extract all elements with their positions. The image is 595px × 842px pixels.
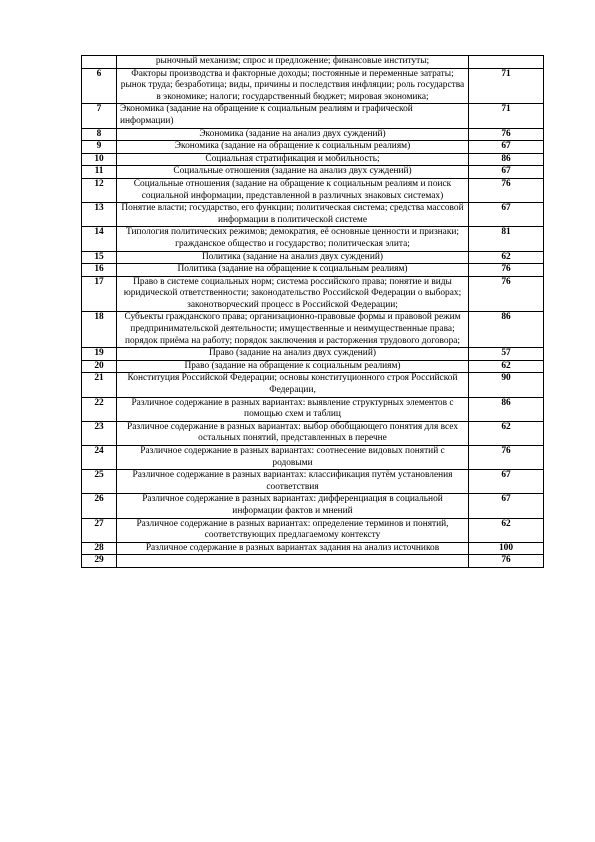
score-cell: 67: [469, 166, 544, 179]
score-cell: 81: [469, 227, 544, 251]
task-number-cell: 7: [82, 104, 117, 128]
table-body: [82, 56, 544, 568]
task-description-cell: Различное содержание в разных вариантах: выявление структурных элементов с помощью схем и таблиц: [117, 397, 469, 421]
table-row: [82, 166, 544, 179]
score-cell: 100: [469, 542, 544, 555]
score-cell: 67: [469, 494, 544, 518]
table-row: [82, 56, 544, 69]
task-description-cell: Политика (задание на обращение к социальным реалиям): [117, 264, 469, 277]
task-description-cell: Экономика (задание на обращение к социальным реалиям): [117, 141, 469, 154]
score-cell: 76: [469, 276, 544, 312]
table-row: [82, 264, 544, 277]
task-description-cell: Факторы производства и факторные доходы; постоянные и переменные затраты; рынок труда; безработица; виды, причины и последствия инфляции; роль государства в экономике; налоги; государственный бюджет; мировая экономика;: [117, 68, 469, 104]
task-number-cell: 21: [82, 373, 117, 397]
task-number-cell: 19: [82, 348, 117, 361]
task-number-cell: 16: [82, 264, 117, 277]
task-number-cell: 29: [82, 555, 117, 568]
task-description-cell: Экономика (задание на обращение к социальным реалиям и графической информации): [117, 104, 469, 128]
task-number-cell: 26: [82, 494, 117, 518]
table-row: [82, 542, 544, 555]
task-number-cell: [82, 56, 117, 69]
task-description-cell: Различное содержание в разных вариантах: определение терминов и понятий, соответствующих предлагаемому контексту: [117, 518, 469, 542]
task-description-cell: Понятие власти; государство, его функции; политическая система; средства массовой информации в политической системе: [117, 203, 469, 227]
task-description-cell: Социальные отношения (задание на обращение к социальным реалиям и поиск социальной информации, представленной в различных знаковых системах): [117, 178, 469, 202]
score-cell: 71: [469, 68, 544, 104]
task-description-cell: Различное содержание в разных вариантах: классификация путём установления соответствия: [117, 470, 469, 494]
task-description-cell: Конституция Российской Федерации; основы конституционного строя Российской Федерации,: [117, 373, 469, 397]
task-number-cell: 17: [82, 276, 117, 312]
score-cell: 67: [469, 203, 544, 227]
task-number-cell: 14: [82, 227, 117, 251]
task-description-cell: Различное содержание в разных вариантах: дифференциация в социальной информации фактов и мнений: [117, 494, 469, 518]
table-row: [82, 203, 544, 227]
score-cell: 57: [469, 348, 544, 361]
table-row: [82, 153, 544, 166]
table-row: [82, 397, 544, 421]
score-cell: 86: [469, 397, 544, 421]
table-row: [82, 421, 544, 445]
task-description-cell: Экономика (задание на анализ двух суждений): [117, 128, 469, 141]
task-description-cell: Типология политических режимов; демократия, её основные ценности и признаки; гражданское общество и государство; политическая элита;: [117, 227, 469, 251]
score-cell: 62: [469, 360, 544, 373]
score-cell: 86: [469, 312, 544, 348]
score-cell: 76: [469, 555, 544, 568]
table-row: [82, 555, 544, 568]
task-description-cell: Различное содержание в разных вариантах: выбор обобщающего понятия для всех остальных понятий, представленных в перечне: [117, 421, 469, 445]
task-description-cell: Различное содержание в разных вариантах: соотнесение видовых понятий с родовыми: [117, 446, 469, 470]
score-cell: 76: [469, 446, 544, 470]
table-row: [82, 494, 544, 518]
task-description-cell: Социальные отношения (задание на анализ двух суждений): [117, 166, 469, 179]
task-number-cell: 8: [82, 128, 117, 141]
table-row: [82, 470, 544, 494]
table-row: [82, 68, 544, 104]
score-cell: 67: [469, 470, 544, 494]
task-number-cell: 25: [82, 470, 117, 494]
task-number-cell: 12: [82, 178, 117, 202]
table-row: [82, 128, 544, 141]
score-cell: 86: [469, 153, 544, 166]
table-row: [82, 141, 544, 154]
task-number-cell: 20: [82, 360, 117, 373]
table-row: [82, 518, 544, 542]
task-number-cell: 28: [82, 542, 117, 555]
task-number-cell: 11: [82, 166, 117, 179]
results-table: [81, 55, 544, 568]
task-description-cell: Право (задание на анализ двух суждений): [117, 348, 469, 361]
task-description-cell: Субъекты гражданского права; организационно-правовые формы и правовой режим предпринимательской деятельности; имущественные и неимущественные права; порядок приёма на работу; порядок заключения и расторжения трудового договора;: [117, 312, 469, 348]
table-row: [82, 178, 544, 202]
table-row: [82, 251, 544, 264]
task-description-cell: [117, 555, 469, 568]
task-description-cell: Социальная стратификация и мобильность;: [117, 153, 469, 166]
score-cell: 67: [469, 141, 544, 154]
table-row: [82, 227, 544, 251]
task-number-cell: 9: [82, 141, 117, 154]
score-cell: 76: [469, 178, 544, 202]
table-row: [82, 312, 544, 348]
score-cell: 90: [469, 373, 544, 397]
score-cell: 76: [469, 128, 544, 141]
table-row: [82, 360, 544, 373]
score-cell: 62: [469, 518, 544, 542]
task-number-cell: 10: [82, 153, 117, 166]
score-cell: 71: [469, 104, 544, 128]
task-description-cell: Политика (задание на анализ двух суждений): [117, 251, 469, 264]
score-cell: 62: [469, 421, 544, 445]
table-row: [82, 104, 544, 128]
task-description-cell: Различное содержание в разных вариантах задания на анализ источников: [117, 542, 469, 555]
table-row: [82, 446, 544, 470]
table-row: [82, 348, 544, 361]
task-description-cell: Право (задание на обращение к социальным реалиям): [117, 360, 469, 373]
task-number-cell: 6: [82, 68, 117, 104]
task-number-cell: 13: [82, 203, 117, 227]
task-description-cell: рыночный механизм; спрос и предложение; финансовые институты;: [117, 56, 469, 69]
task-number-cell: 27: [82, 518, 117, 542]
task-description-cell: Право в системе социальных норм; система российского права; понятие и виды юридической ответственности; законодательство Российской Федерации о выборах; законотворческий процесс в Российской Федерации;: [117, 276, 469, 312]
table-row: [82, 373, 544, 397]
score-cell: [469, 56, 544, 69]
table-row: [82, 276, 544, 312]
task-number-cell: 23: [82, 421, 117, 445]
task-number-cell: 24: [82, 446, 117, 470]
task-number-cell: 22: [82, 397, 117, 421]
task-number-cell: 15: [82, 251, 117, 264]
score-cell: 62: [469, 251, 544, 264]
score-cell: 76: [469, 264, 544, 277]
task-number-cell: 18: [82, 312, 117, 348]
